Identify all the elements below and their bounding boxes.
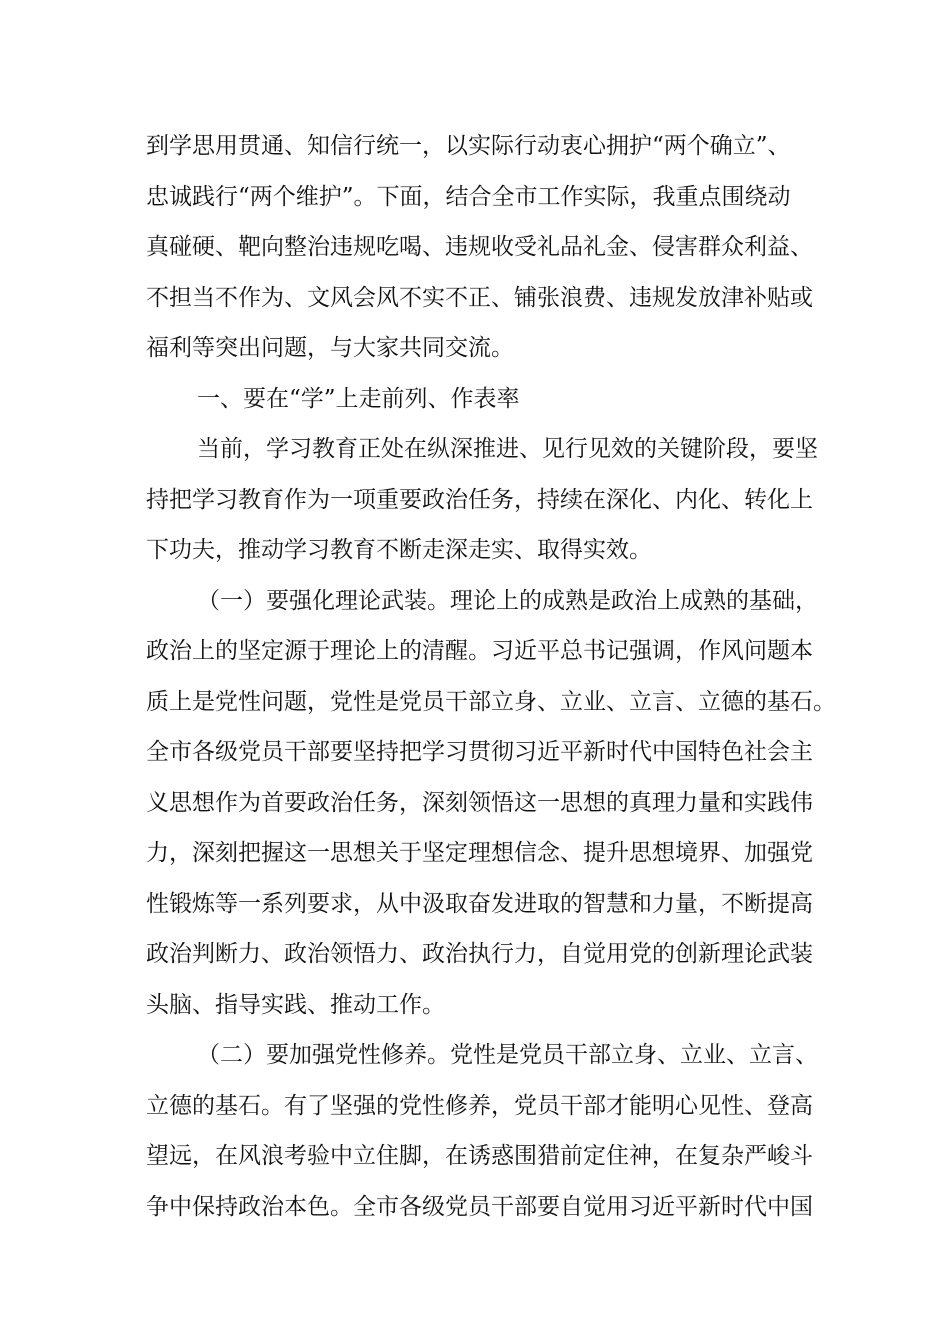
subsection-1-start: （一）要强化理论武装。理论上的成熟是政治上成熟的基础， <box>197 588 818 614</box>
text-line-4: 不担当不作为、文风会风不实不正、铺张浪费、违规发放津补贴或 <box>146 285 813 311</box>
text-line-21: 望远，在风浪考验中立住脚，在诱惑围猎前定住神，在复杂严峻斗 <box>146 1143 813 1169</box>
text-line-5: 福利等突出问题，与大家共同交流。 <box>146 335 514 361</box>
text-line-13: 全市各级党员干部要坚持把学习贯彻习近平新时代中国特色社会主 <box>146 739 813 765</box>
text-line-20: 立德的基石。有了坚强的党性修养，党员干部才能明心见性、登高 <box>146 1093 813 1119</box>
text-line-9: 下功夫，推动学习教育不断走深走实、取得实效。 <box>146 537 652 563</box>
text-line-8: 持把学习教育作为一项重要政治任务，持续在深化、内化、转化上 <box>146 487 813 513</box>
text-line-18: 头脑、指导实践、推动工作。 <box>146 992 445 1018</box>
text-line-2: 忠诚践行“两个维护”。下面，结合全市工作实际，我重点围绕动 <box>146 184 791 210</box>
text-line-11: 政治上的坚定源于理论上的清醒。习近平总书记强调，作风问题本 <box>146 638 813 664</box>
text-line-7: 当前，学习教育正处在纵深推进、见行见效的关键阶段，要坚 <box>197 436 818 462</box>
subsection-2-start: （二）要加强党性修养。党性是党员干部立身、立业、立言、 <box>197 1042 818 1068</box>
text-line-15: 力，深刻把握这一思想关于坚定理想信念、提升思想境界、加强党 <box>146 840 813 866</box>
text-line-22: 争中保持政治本色。全市各级党员干部要自觉用习近平新时代中国 <box>146 1194 813 1220</box>
text-line-14: 义思想作为首要政治任务，深刻领悟这一思想的真理力量和实践伟 <box>146 790 813 816</box>
text-line-3: 真碰硬、靶向整治违规吃喝、违规收受礼品礼金、侵害群众利益、 <box>146 234 813 260</box>
text-line-12: 质上是党性问题，党性是党员干部立身、立业、立言、立德的基石。 <box>146 689 836 715</box>
text-line-16: 性锻炼等一系列要求，从中汲取奋发进取的智慧和力量，不断提高 <box>146 891 813 917</box>
section-heading: 一、要在“学”上走前列、作表率 <box>197 386 520 412</box>
text-line-1: 到学思用贯通、知信行统一，以实际行动衷心拥护“两个确立”、 <box>146 133 791 159</box>
text-line-17: 政治判断力、政治领悟力、政治执行力，自觉用党的创新理论武装 <box>146 941 813 967</box>
